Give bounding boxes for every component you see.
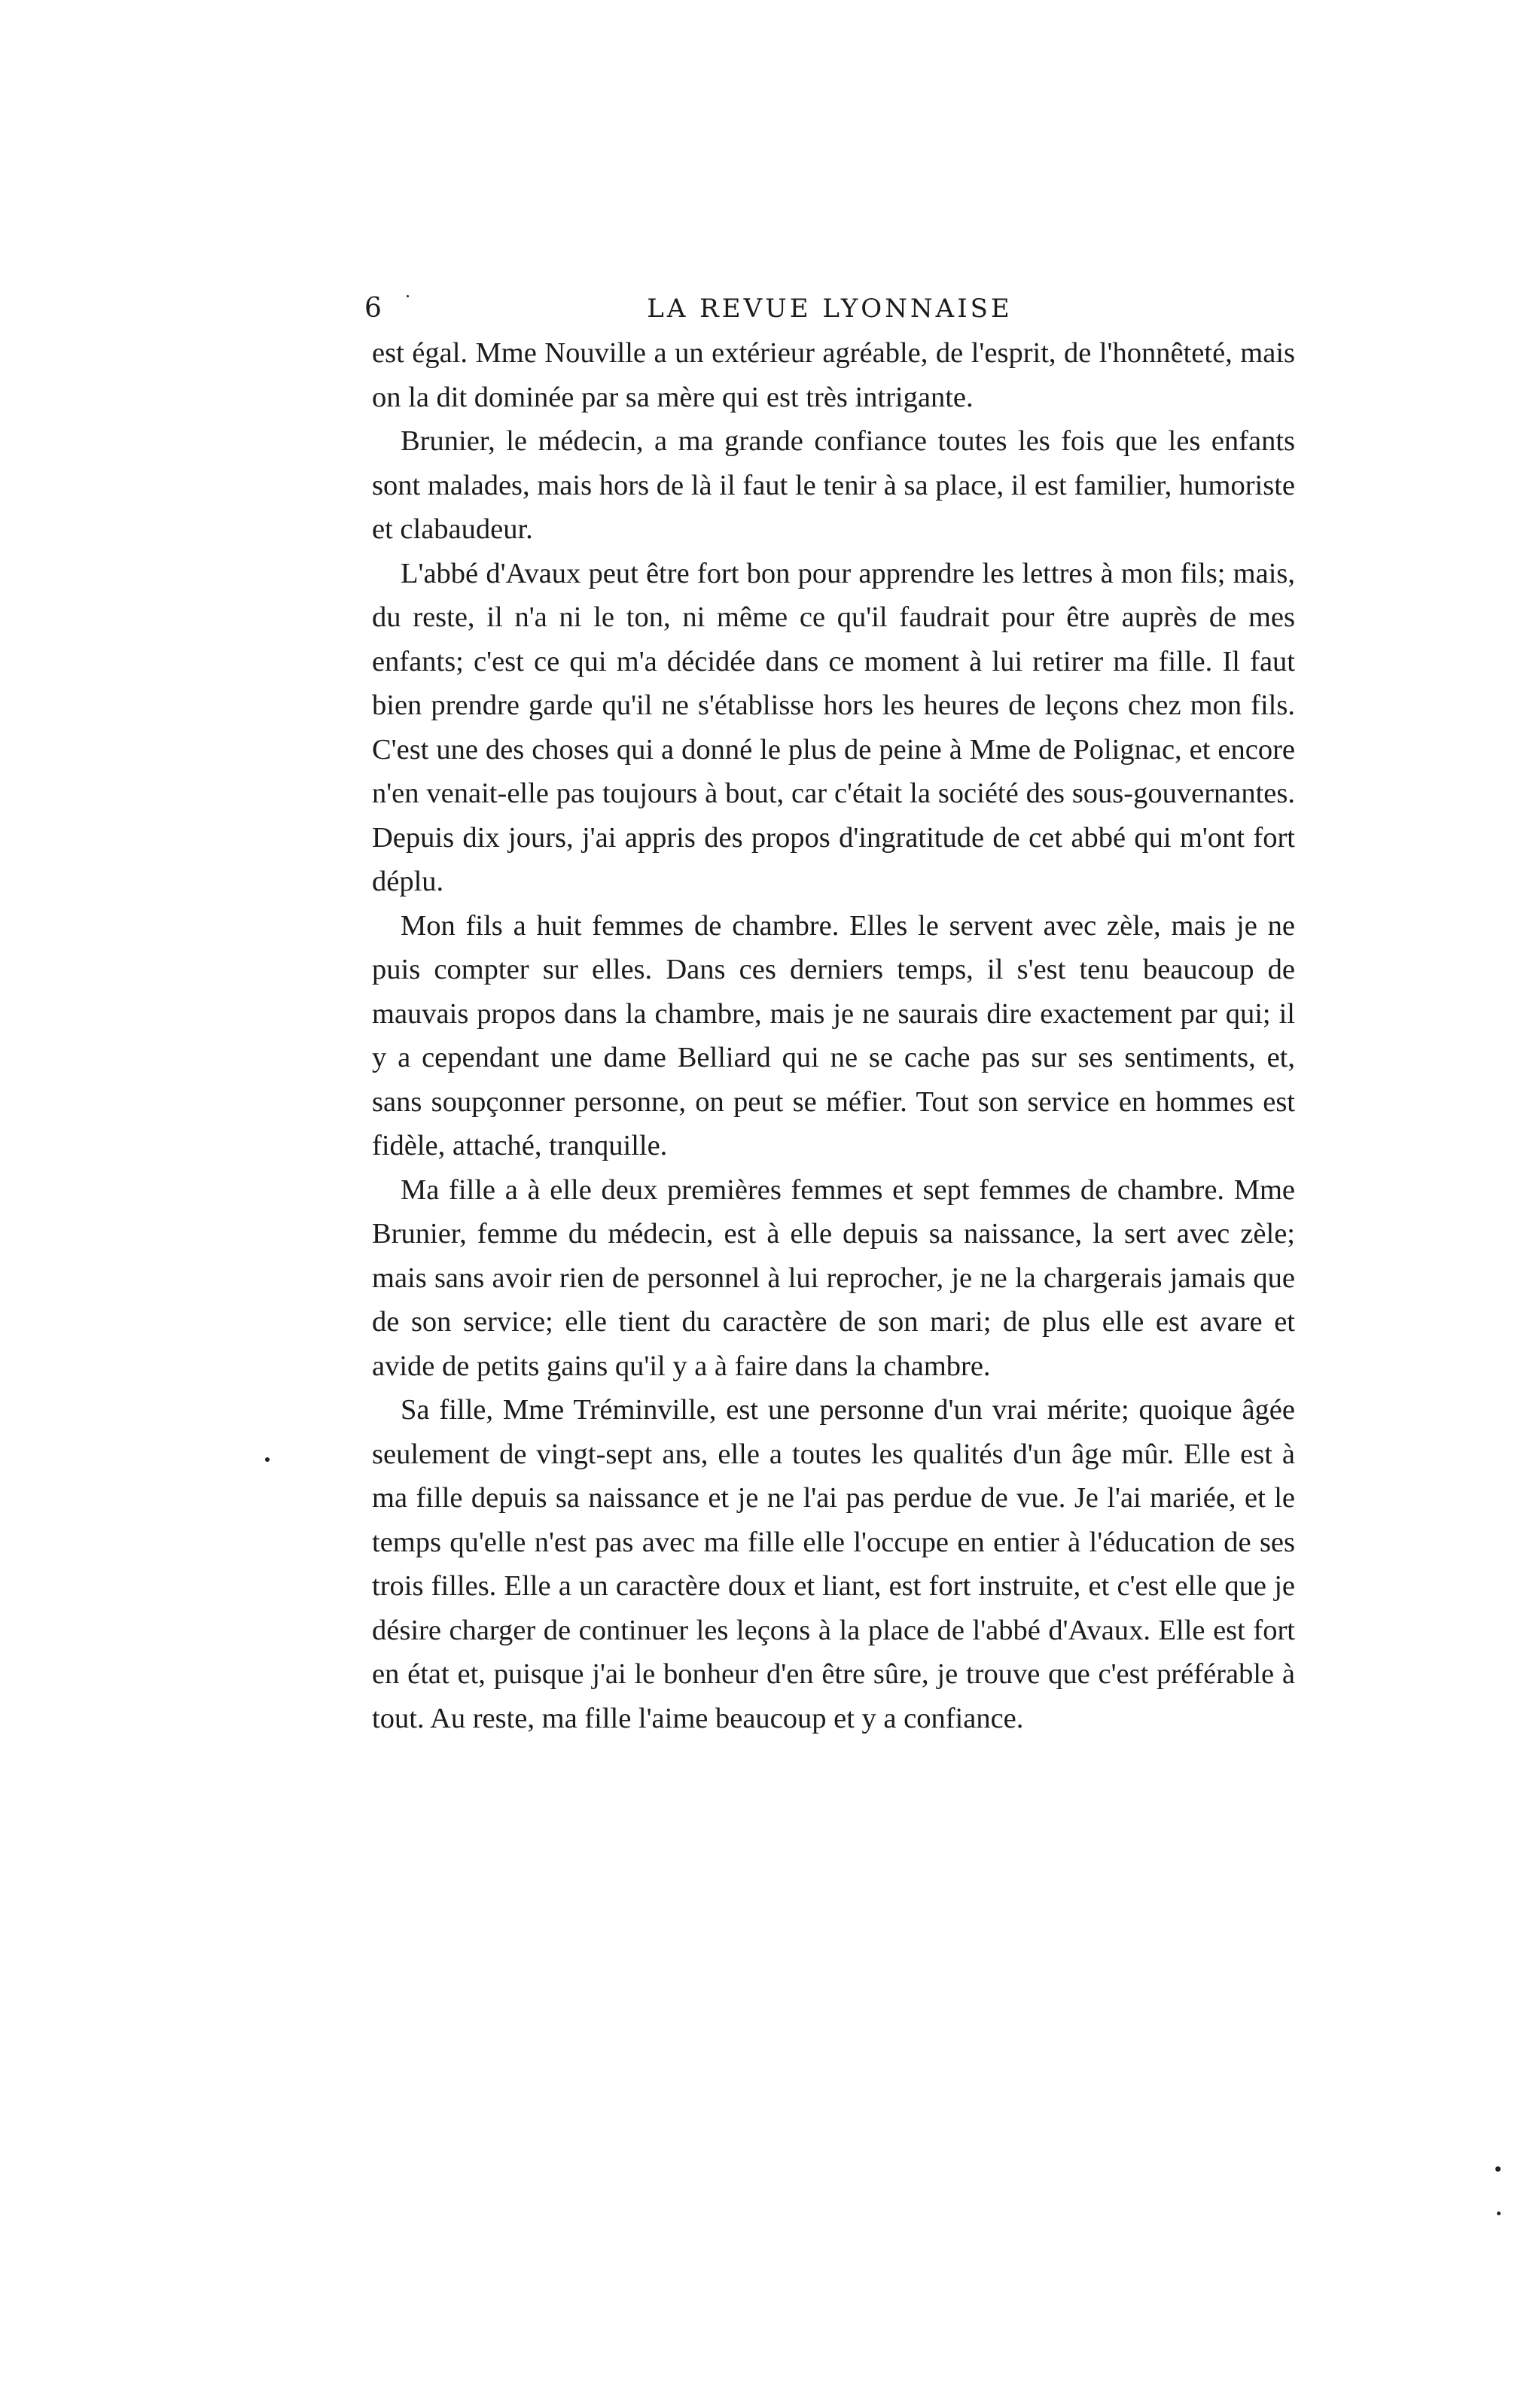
page-number: 6 [364, 293, 382, 324]
paragraph: Mon fils a huit femmes de chambre. Elles le servent avec zèle, mais je ne puis compter sur elles. Dans ces derniers temps, il s'est tenu beaucoup de mauvais propos dans la chambre, mais je ne saurais dire exactement par qui; il y a cependant une dame Belliard qui ne se cache pas sur ses sentiments, et, sans soupçonner personne, on peut se méfier. Tout son service en hommes est fidèle, attaché, tranquille. [372, 909, 1295, 1161]
paragraph: est égal. Mme Nouville a un extérieur agréable, de l'esprit, de l'honnêteté, mais on la dit dominée par sa mère qui est très intrigante. [372, 337, 1295, 413]
running-head [364, 288, 1295, 330]
paragraph: Sa fille, Mme Tréminville, est une personne d'un vrai mérite; quoique âgée seulement de vingt-sept ans, elle a toutes les qualités d'un âge mûr. Elle est à ma fille depuis sa naissance et je ne l'ai pas perdue de vue. Je l'ai mariée, et le temps qu'elle n'est pas avec ma fille elle l'occupe en entier à l'éducation de ses trois filles. Elle a un caractère doux et liant, est fort instruite, et c'est elle que je désire charger de continuer les leçons à la place de l'abbé d'Avaux. Elle est fort en état et, puisque j'ai le bonheur d'en être sûre, je trouve que c'est préférable à tout. Au reste, ma fille l'aime beaucoup et y a confiance. [372, 1394, 1295, 1734]
paragraph: Ma fille a à elle deux premières femmes et sept femmes de chambre. Mme Brunier, femme du médecin, est à elle depuis sa naissance, la sert avec zèle; mais sans avoir rien de personnel à lui reprocher, je ne la chargerais jamais que de son service; elle tient du caractère de son mari; de plus elle est avare et avide de petits gains qu'il y a à faire dans la chambre. [372, 1174, 1295, 1382]
body-text [372, 331, 1295, 1740]
scan-speck [1497, 2212, 1501, 2215]
paragraph: Brunier, le médecin, a ma grande confiance toutes les fois que les enfants sont malades, mais hors de là il faut le tenir à sa place, il est familier, humoriste et clabaudeur. [372, 425, 1295, 545]
scan-speck [1495, 2166, 1501, 2172]
journal-title: LA REVUE LYONNAISE [647, 294, 1013, 324]
scan-speck [407, 295, 409, 297]
scan-speck [265, 1457, 270, 1462]
paragraph: L'abbé d'Avaux peut être fort bon pour apprendre les lettres à mon fils; mais, du reste, il n'a ni le ton, ni même ce qu'il faudrait pour être auprès de mes enfants; c'est ce qui m'a décidée dans ce moment à lui retirer ma fille. Il faut bien prendre garde qu'il ne s'établisse hors les heures de leçons chez mon fils. C'est une des choses qui a donné le plus de peine à Mme de Polignac, et encore n'en venait-elle pas toujours à bout, car c'était la société des sous-gouvernantes. Depuis dix jours, j'ai appris des propos d'ingratitude de cet abbé qui m'ont fort déplu. [372, 557, 1295, 897]
